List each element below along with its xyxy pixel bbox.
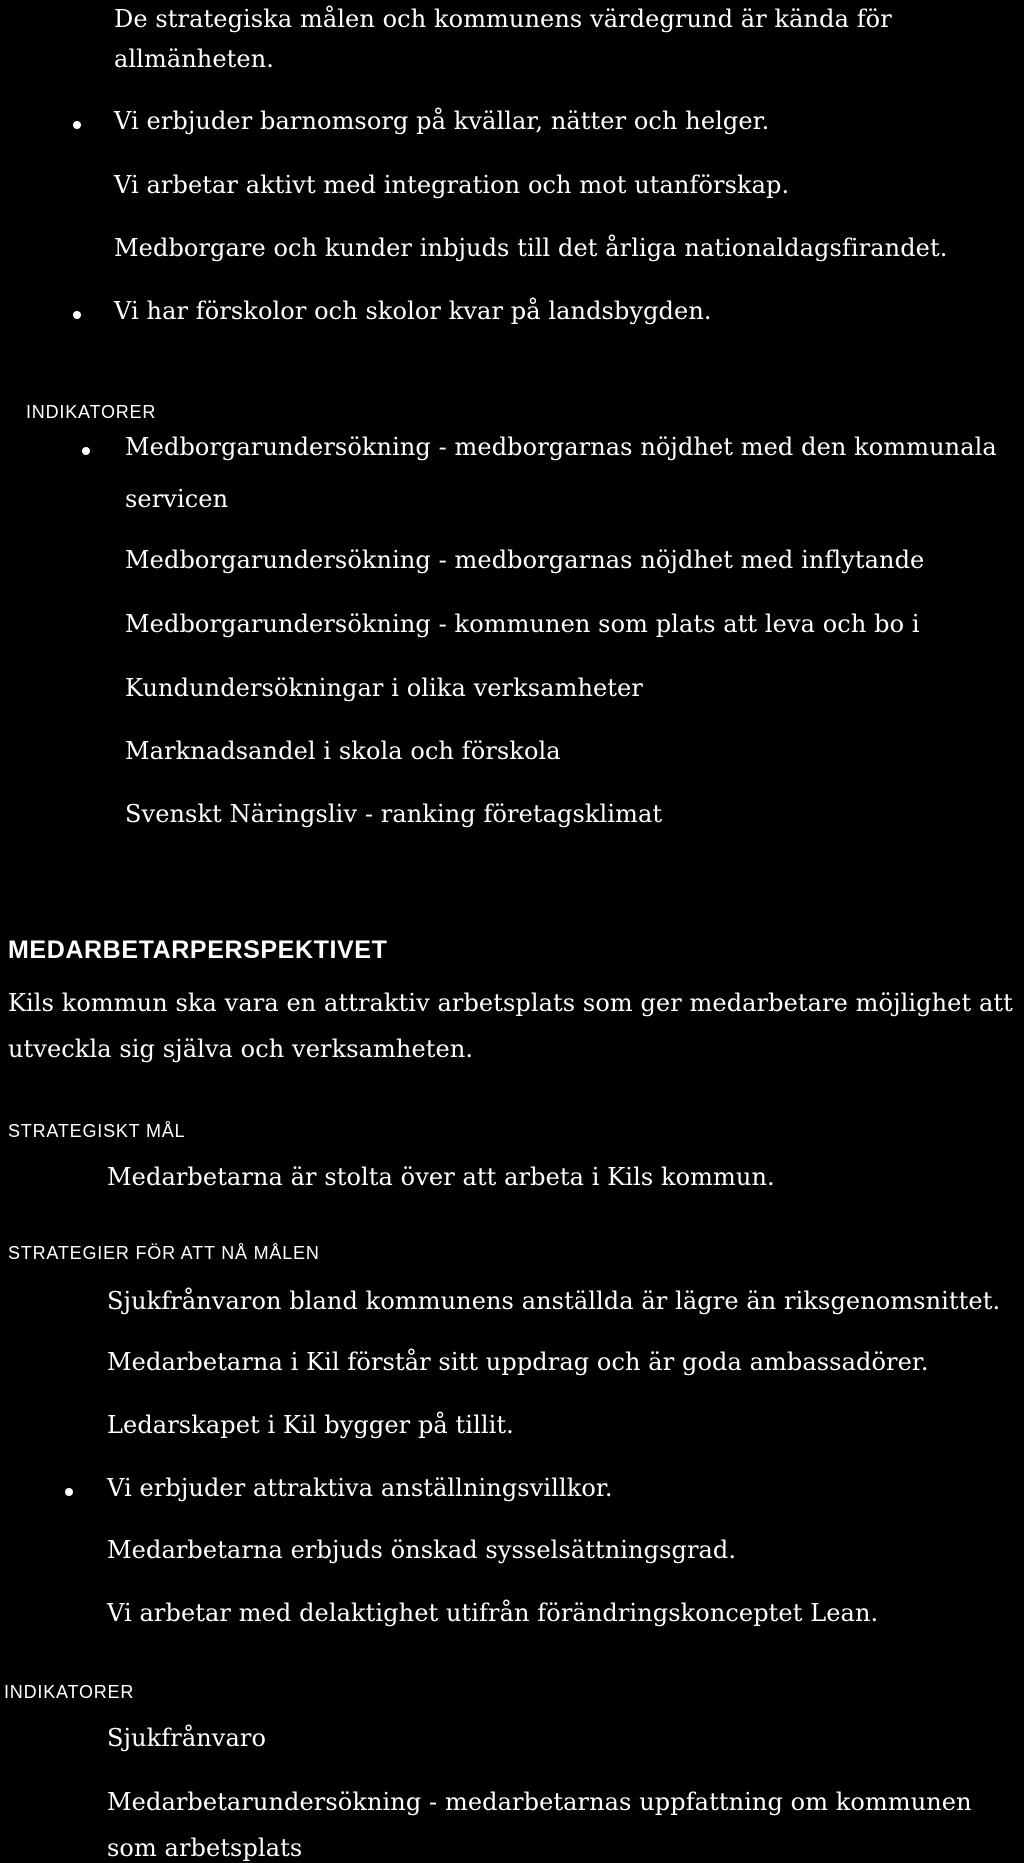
list-item: Medborgare och kunder inbjuds till det årliga nationaldagsfirandet. <box>114 234 948 262</box>
list-item: Sjukfrånvaro <box>107 1724 266 1752</box>
indicators-label: INDIKATORER <box>4 1682 135 1702</box>
description-line-1: Kils kommun ska vara en attraktiv arbetsplats som ger medarbetare möjlighet att <box>8 989 1013 1017</box>
bullet-icon <box>73 121 81 129</box>
list-item: Vi erbjuder attraktiva anställningsvillkor. <box>107 1474 613 1502</box>
list-item: Medarbetarna erbjuds önskad sysselsättningsgrad. <box>107 1536 737 1564</box>
description-line-2: utveckla sig själva och verksamheten. <box>8 1035 474 1063</box>
list-item: Vi erbjuder barnomsorg på kvällar, nätter och helger. <box>114 107 770 135</box>
bullet-icon <box>65 1488 73 1496</box>
list-item: Vi arbetar aktivt med integration och mot utanförskap. <box>114 171 790 199</box>
list-item: Medborgarundersökning - medborgarnas nöjdhet med den kommunala <box>125 433 997 461</box>
list-item: Svenskt Näringsliv - ranking företagsklimat <box>125 800 663 828</box>
list-item: Sjukfrånvaron bland kommunens anställda är lägre än riksgenomsnittet. <box>107 1287 1001 1315</box>
list-item: Medborgarundersökning - medborgarnas nöjdhet med inflytande <box>125 546 925 574</box>
bullet-icon <box>82 447 90 455</box>
list-item: som arbetsplats <box>107 1834 303 1862</box>
intro-line-1: De strategiska målen och kommunens värdegrund är kända för <box>114 5 892 33</box>
list-item: Marknadsandel i skola och förskola <box>125 737 561 765</box>
list-item: Kundundersökningar i olika verksamheter <box>125 674 643 702</box>
intro-line-2: allmänheten. <box>114 45 274 73</box>
indicators-label: INDIKATORER <box>26 402 157 422</box>
list-item: Medarbetarundersökning - medarbetarnas uppfattning om kommunen <box>107 1788 972 1816</box>
list-item: Vi har förskolor och skolor kvar på landsbygden. <box>114 297 712 325</box>
goal-text: Medarbetarna är stolta över att arbeta i Kils kommun. <box>107 1163 775 1191</box>
list-item: Medborgarundersökning - kommunen som plats att leva och bo i <box>125 610 920 638</box>
section-heading: MEDARBETARPERSPEKTIVET <box>8 936 388 964</box>
list-item: servicen <box>125 485 229 513</box>
bullet-icon <box>73 311 81 319</box>
goal-label: STRATEGISKT MÅL <box>8 1121 186 1141</box>
list-item: Medarbetarna i Kil förstår sitt uppdrag och är goda ambassadörer. <box>107 1348 929 1376</box>
strategies-label: STRATEGIER FÖR ATT NÅ MÅLEN <box>8 1243 320 1263</box>
list-item: Ledarskapet i Kil bygger på tillit. <box>107 1411 514 1439</box>
list-item: Vi arbetar med delaktighet utifrån förändringskonceptet Lean. <box>107 1599 879 1627</box>
